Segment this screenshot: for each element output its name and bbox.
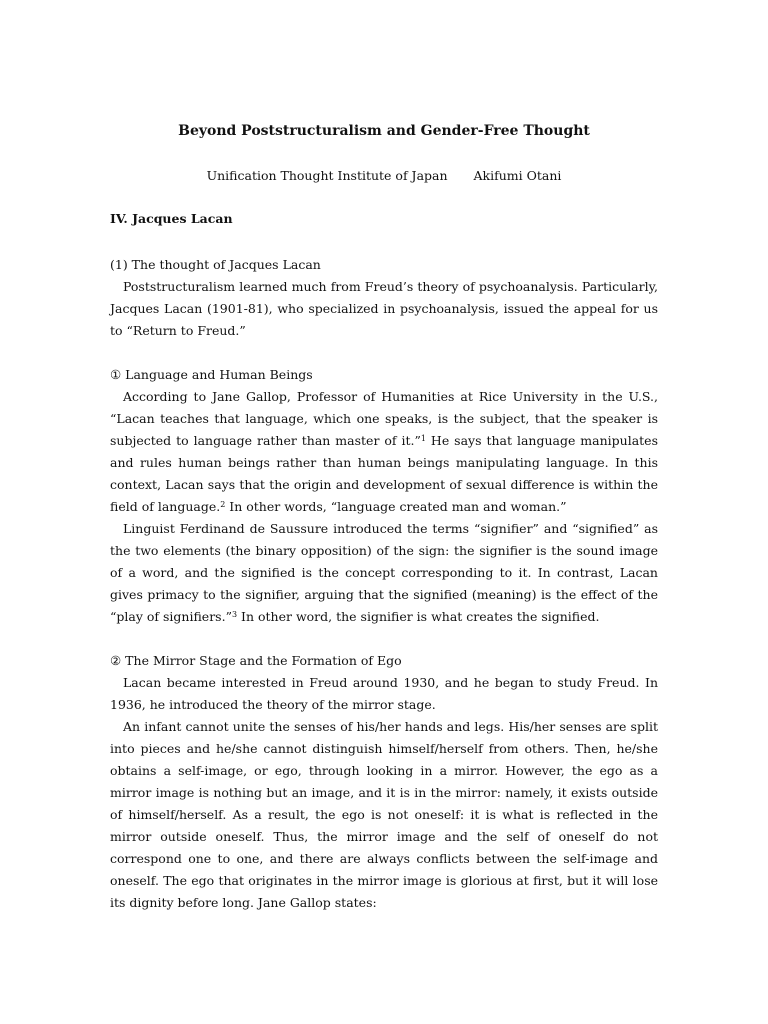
document-title: Beyond Poststructuralism and Gender-Free Thought xyxy=(178,123,590,139)
subsection-heading: (1) The thought of Jacques Lacan xyxy=(110,257,321,272)
paragraph: Lacan became interested in Freud around 1930, and he began to study Freud. In 1936, he introduced the theory of the mirror stage. xyxy=(110,675,658,712)
section-heading: IV. Jacques Lacan xyxy=(110,211,233,226)
footnote-ref: 2 xyxy=(220,500,226,509)
paragraph: According to Jane Gallop, Professor of Humanities at Rice University in the U.S., “Lacan teaches that language, which one speaks, is the subject, that the speaker is subjected to language rather than master of it.”$^1$ He says that language manipulates and rules human beings rather than human beings manipulating language. In this context, Lacan says that the origin and development of sexual difference is within the field of language.$^2$ In other words, “language created man and woman.” xyxy=(110,389,658,514)
author-name: Akifumi Otani xyxy=(473,168,562,183)
author-line xyxy=(110,167,658,185)
footnote-ref: 3 xyxy=(231,610,238,619)
author-institution: Unification Thought Institute of Japan xyxy=(206,168,448,183)
paragraph: An infant cannot unite the senses of his/her hands and legs. His/her senses are split into pieces and he/she cannot distinguish himself/herself from others. Then, he/she obtains a self-image, or ego, through looking in a mirror. However, the ego as a mirror image is nothing but an image, and it is in the mirror: namely, it exists outside of himself/herself. As a result, the ego is not oneself: it is what is reflected in the mirror outside oneself. Thus, the mirror image and the self of oneself do not correspond one to one, and there are always conflicts between the self-image and oneself. The ego that originates in the mirror image is glorious at first, but it will lose its dignity before long. Jane Gallop states: xyxy=(110,719,658,910)
part-heading-language: ① Language and Human Beings xyxy=(110,367,313,382)
part-heading-mirror-stage: ② The Mirror Stage and the Formation of Ego xyxy=(110,653,402,668)
paragraph: Poststructuralism learned much from Freud’s theory of psychoanalysis. Particularly, Jacques Lacan (1901-81), who specialized in psychoanalysis, issued the appeal for us to “Return to Freud.” xyxy=(110,279,658,338)
footnote-ref: 1 xyxy=(420,434,426,443)
paragraph: Linguist Ferdinand de Saussure introduced the terms “signifier” and “signified” as the two elements (the binary opposition) of the sign: the signifier is the sound image of a word, and the signified is the concept corresponding to it. In contrast, Lacan gives primacy to the signifier, arguing that the signified (meaning) is the effect of the “play of signifiers.”$^3$ In other word, the signifier is what creates the signified. xyxy=(110,521,658,624)
document-body xyxy=(110,254,658,914)
